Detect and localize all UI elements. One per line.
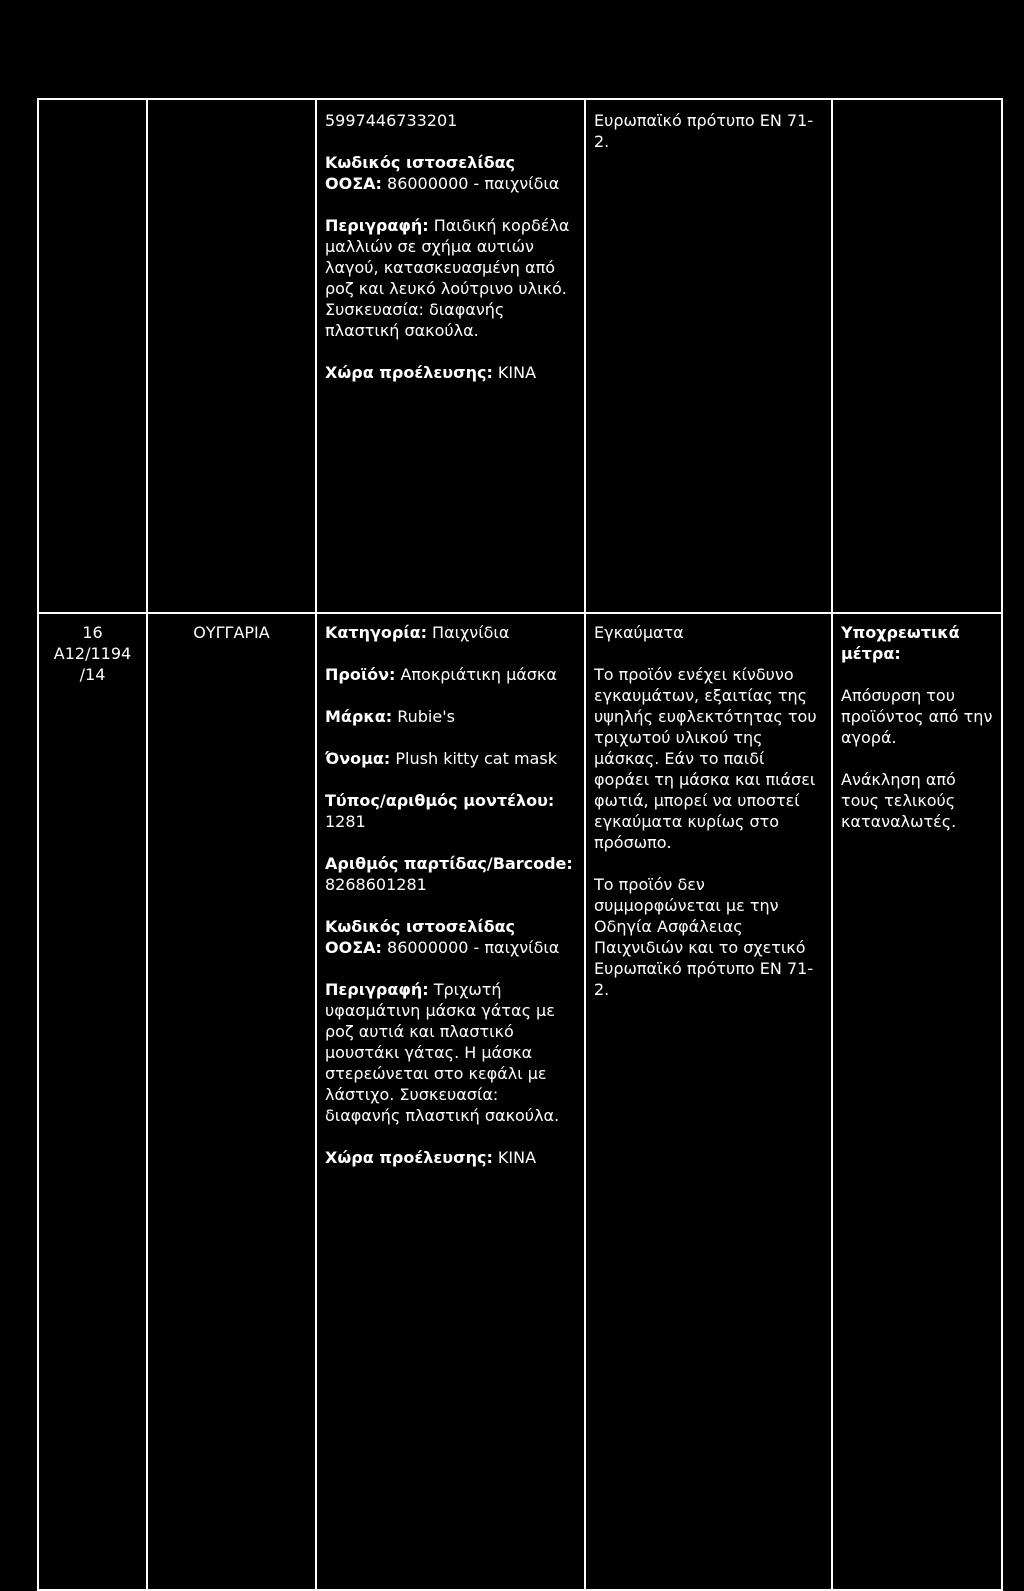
oecd-code: Κωδικός ιστοσελίδας ΟΟΣΑ: 86000000 - παιχνίδια [325, 153, 560, 193]
cell-risk [585, 99, 832, 613]
cell-measures [832, 613, 1002, 1590]
category: Κατηγορία: Παιχνίδια [325, 623, 510, 642]
notifying-country: ΟΥΓΓΑΡΙΑ [193, 623, 270, 642]
notification-ref: A12/1194 /14 [53, 644, 132, 684]
measure-recall: Ανάκληση από τους τελικούς καταναλωτές. [841, 770, 957, 831]
risk-type: Εγκαύματα [594, 623, 684, 642]
measure-withdrawal: Απόσυρση του προϊόντος από την αγορά. [841, 686, 993, 747]
table-row [38, 613, 1002, 1590]
risk-description: Το προϊόν ενέχει κίνδυνο εγκαυμάτων, εξαιτίας της υψηλής ευφλεκτότητας του τριχωτού υλικού της μάσκας. Εάν το παιδί φοράει τη μάσκα και πιάσει φωτιά, μπορεί να υποστεί εγκαύματα κυρίως στο πρόσωπο. [594, 665, 817, 852]
table-row [38, 99, 1002, 613]
cell-measures [832, 99, 1002, 613]
risk-compliance: Το προϊόν δεν συμμορφώνεται με την Οδηγία Ασφάλειας Παιχνιδιών και το σχετικό Ευρωπαϊκό πρότυπο EN 71-2. [594, 875, 814, 999]
model-number: Τύπος/αριθμός μοντέλου: 1281 [325, 791, 555, 831]
country-of-origin: Χώρα προέλευσης: ΚΙΝΑ [325, 363, 537, 382]
cell-number [38, 613, 147, 1590]
cell-number [38, 99, 147, 613]
brand: Μάρκα: Rubie's [325, 707, 455, 726]
cell-risk [585, 613, 832, 1590]
oecd-code: Κωδικός ιστοσελίδας ΟΟΣΑ: 86000000 - παιχνίδια [325, 917, 560, 957]
cell-country [147, 99, 316, 613]
country-of-origin: Χώρα προέλευσης: ΚΙΝΑ [325, 1148, 537, 1167]
product-name: Όνομα: Plush kitty cat mask [325, 749, 557, 768]
batch-barcode: Αριθμός παρτίδας/Barcode: 8268601281 [325, 854, 573, 894]
product-description: Περιγραφή: Παιδική κορδέλα μαλλιών σε σχήμα αυτιών λαγού, κατασκευασμένη από ροζ και λευκό λούτρινο υλικό. Συσκευασία: διαφανής πλαστική σακούλα. [325, 216, 570, 340]
measures-label: Υποχρεωτικά μέτρα: [841, 623, 960, 663]
risk-text: Ευρωπαϊκό πρότυπο EN 71-2. [594, 111, 814, 151]
notification-table [37, 98, 1003, 1591]
cell-country [147, 613, 316, 1590]
row-number: 16 [82, 623, 103, 642]
cell-product [316, 99, 585, 613]
cell-product [316, 613, 585, 1590]
product-description: Περιγραφή: Τριχωτή υφασμάτινη μάσκα γάτας με ροζ αυτιά και πλαστικό μουστάκι γάτας. Η μάσκα στερεώνεται στο κεφάλι με λάστιχο. Συσκευασία: διαφανής πλαστική σακούλα. [325, 980, 560, 1125]
barcode-value: 5997446733201 [325, 111, 458, 130]
product-type: Προϊόν: Αποκριάτικη μάσκα [325, 665, 557, 684]
